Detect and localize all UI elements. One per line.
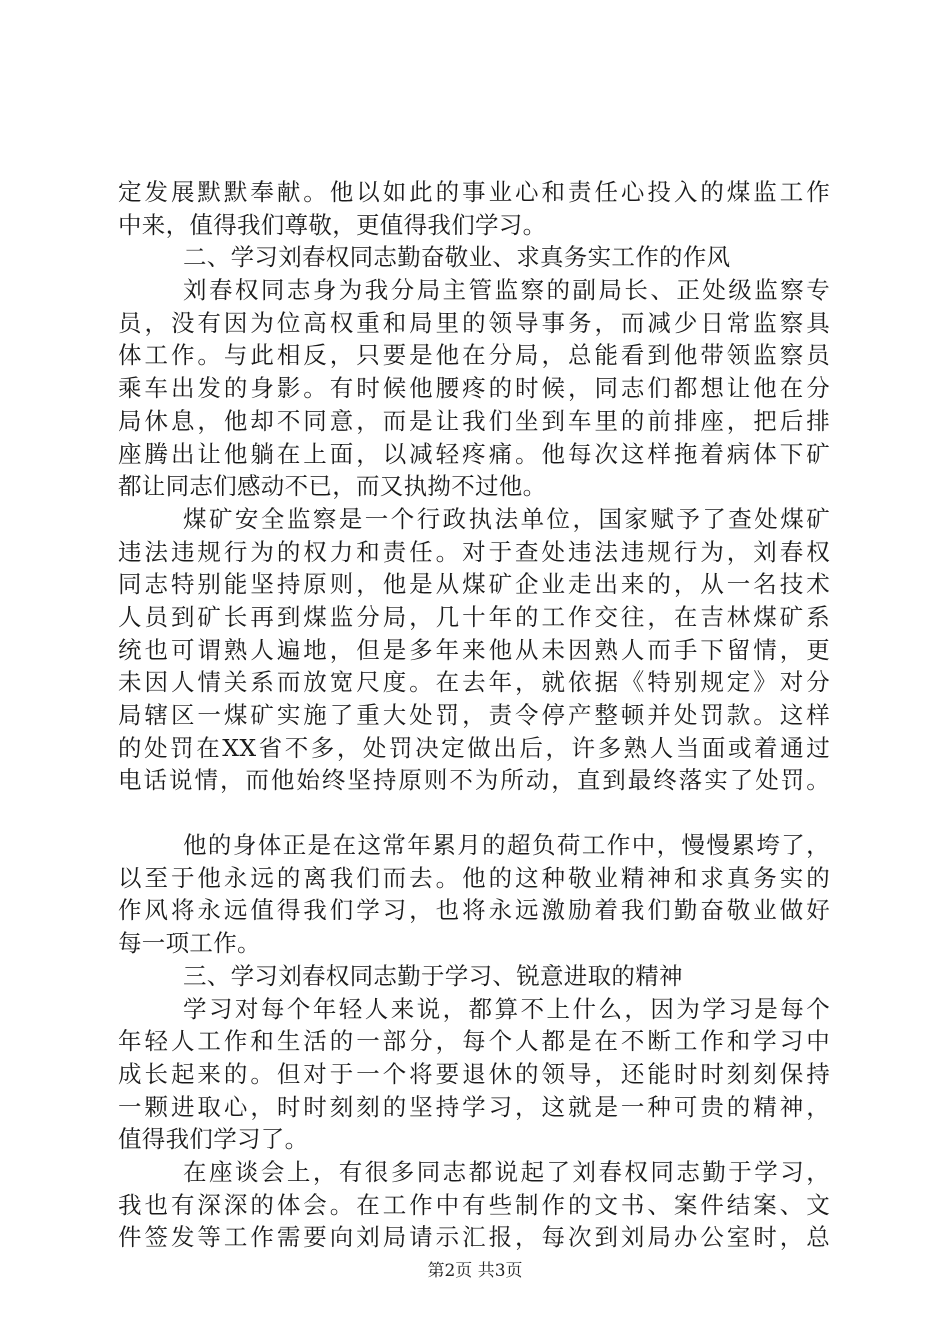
text-line: 电话说情，而他始终坚持原则不为所动，直到最终落实了处罚。 [118,766,830,795]
text-line: 一颗进取心，时时刻刻的坚持学习，这就是一种可贵的精神， [118,1092,830,1121]
text-line: 乘车出发的身影。有时候他腰疼的时候，同志们都想让他在分 [118,374,830,403]
section-heading: 二、学习刘春权同志勤奋敬业、求真务实工作的作风 [183,243,731,272]
text-line: 局休息，他却不同意，而是让我们坐到车里的前排座，把后排 [118,406,830,435]
text-line: 件签发等工作需要向刘局请示汇报，每次到刘局办公室时，总 [118,1223,830,1252]
text-line: 我也有深深的体会。在工作中有些制作的文书、案件结案、文 [118,1190,830,1219]
section-heading: 三、学习刘春权同志勤于学习、锐意进取的精神 [183,961,683,990]
paragraph-first-line: 他的身体正是在这常年累月的超负荷工作中，慢慢累垮了， [183,831,830,860]
paragraph-first-line: 学习对每个年轻人来说，都算不上什么，因为学习是每个 [183,994,830,1023]
text-line: 局辖区一煤矿实施了重大处罚，责令停产整顿并处罚款。这样 [118,701,830,729]
text-line: 人员到矿长再到煤监分局，几十年的工作交往，在吉林煤矿系 [118,602,830,631]
text-line: 座腾出让他躺在上面，以减轻疼痛。他每次这样拖着病体下矿 [118,439,830,468]
text-line: 同志特别能坚持原则，他是从煤矿企业走出来的，从一名技术 [118,570,830,599]
text-line: 违法违规行为的权力和责任。对于查处违法违规行为，刘春权 [118,537,830,566]
text-line: 以至于他永远的离我们而去。他的这种敬业精神和求真务实的 [118,863,830,892]
text-line: 体工作。与此相反，只要是他在分局，总能看到他带领监察员 [118,341,830,370]
text-line: 统也可谓熟人遍地，但是多年来他从未因熟人而手下留情，更 [118,635,830,664]
document-body [118,176,830,1254]
text-line: 的处罚在XX省不多，处罚决定做出后，许多熟人当面或着通过 [118,733,830,762]
paragraph-first-line: 煤矿安全监察是一个行政执法单位，国家赋予了查处煤矿 [183,504,830,533]
paragraph-first-line: 刘春权同志身为我分局主管监察的副局长、正处级监察专 [183,276,830,305]
text-line: 作风将永远值得我们学习，也将永远激励着我们勤奋敬业做好 [118,896,830,925]
text-line: 中来，值得我们尊敬，更值得我们学习。 [118,210,547,239]
text-line: 年轻人工作和生活的一部分，每个人都是在不断工作和学习中 [118,1027,830,1056]
page-number: 第2页 共3页 [427,1261,523,1281]
paragraph-gap [118,797,830,829]
text-line: 未因人情关系而放宽尺度。在去年，就依据《特别规定》对分 [118,668,830,697]
text-line: 都让同志们感动不已，而又执拗不过他。 [118,472,547,501]
text-line: 员，没有因为位高权重和局里的领导事务，而减少日常监察具 [118,308,830,337]
paragraph-first-line: 在座谈会上，有很多同志都说起了刘春权同志勤于学习， [183,1157,830,1186]
text-line: 值得我们学习了。 [118,1125,309,1154]
text-line: 每一项工作。 [118,929,261,958]
text-line: 定发展默默奉献。他以如此的事业心和责任心投入的煤监工作 [118,178,830,206]
text-line: 成长起来的。但对于一个将要退休的领导，还能时时刻刻保持 [118,1059,830,1088]
